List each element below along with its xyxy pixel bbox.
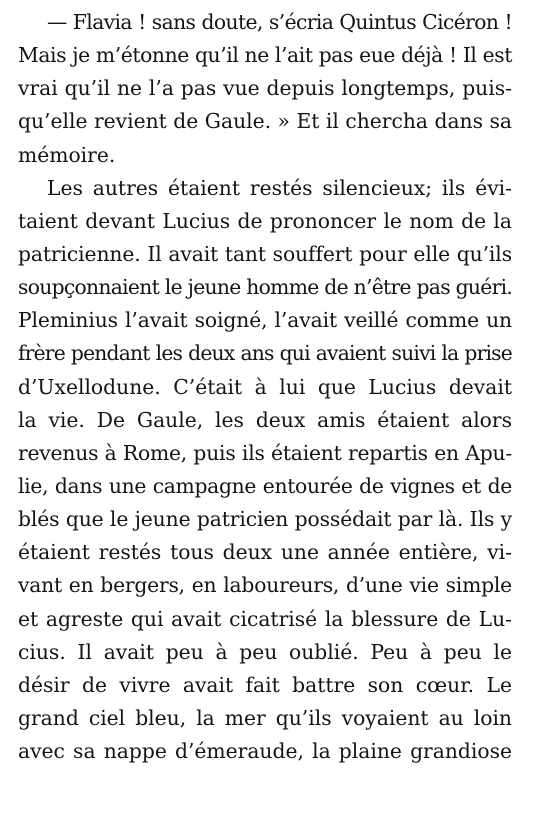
text-line: vant en bergers, en laboureurs, d’une vie simple xyxy=(18,573,512,598)
text-line: mémoire. xyxy=(18,142,116,167)
text-line: blés que le jeune patricien possédait par là. Ils y xyxy=(18,507,512,532)
text-line: grand ciel bleu, la mer qu’ils voyaient au loin xyxy=(18,705,512,730)
text-line: soupçonnaient le jeune homme de n’être pas guéri. xyxy=(18,275,513,300)
text-line: Mais je m’étonne qu’il ne l’ait pas eue déjà ! Il est xyxy=(18,43,512,68)
text-line: et agreste qui avait cicatrisé la blessure de Lu- xyxy=(18,606,512,631)
text-line: désir de vivre avait fait battre son cœur. Le xyxy=(18,672,512,697)
book-page xyxy=(18,6,512,768)
text-line: qu’elle revient de Gaule. » Et il chercha dans sa xyxy=(18,109,512,134)
text-line: revenus à Rome, puis ils étaient repartis en Apu- xyxy=(18,440,512,465)
text-line: cius. Il avait peu à peu oublié. Peu à peu le xyxy=(18,639,512,664)
text-line: Pleminius l’avait soigné, l’avait veillé comme un xyxy=(18,308,512,333)
text-line: étaient restés tous deux une année entière, vi- xyxy=(18,540,512,565)
text-line: taient devant Lucius de prononcer le nom de la xyxy=(18,208,512,233)
text-line: d’Uxellodune. C’était à lui que Lucius devait xyxy=(18,374,512,399)
text-line: frère pendant les deux ans qui avaient suivi la prise xyxy=(18,341,512,366)
text-line: lie, dans une campagne entourée de vignes et de xyxy=(18,473,512,498)
text-line: — Flavia ! sans doute, s’écria Quintus Cicéron ! xyxy=(47,10,512,34)
text-line: patricienne. Il avait tant souffert pour elle qu’ils xyxy=(18,241,512,266)
text-line: avec sa nappe d’émeraude, la plaine grandiose xyxy=(18,739,512,764)
text-line: la vie. De Gaule, les deux amis étaient alors xyxy=(18,407,512,432)
text-line: Les autres étaient restés silencieux; ils évi- xyxy=(47,175,512,200)
text-line: vrai qu’il ne l’a pas vue depuis longtemps, puis- xyxy=(18,76,512,101)
